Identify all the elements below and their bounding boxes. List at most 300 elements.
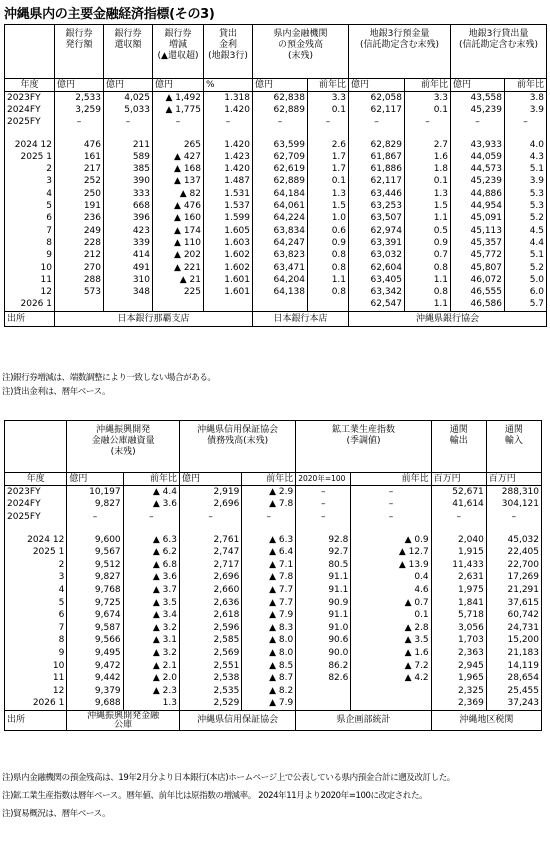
value-cell: 22,405 (486, 546, 541, 559)
value-cell: – (351, 499, 431, 512)
value-cell: 2,569 (179, 647, 241, 660)
value-cell: – (308, 117, 349, 129)
table-row (5, 225, 547, 237)
financial-indicators-table (4, 24, 547, 327)
value-cell: ▲ 221 (153, 262, 204, 274)
value-cell: 1.487 (204, 176, 253, 188)
value-cell: ▲ 2.1 (123, 660, 179, 673)
value-cell: 44,954 (451, 200, 505, 212)
value-cell: ▲ 110 (153, 237, 204, 249)
unit-row (5, 79, 547, 92)
table-row (5, 151, 547, 163)
value-cell: 1.3 (308, 188, 349, 200)
table-row (5, 559, 542, 572)
value-cell: ▲ 3.1 (123, 635, 179, 648)
value-cell: 46,072 (451, 274, 505, 286)
value-cell: 62,889 (253, 104, 308, 116)
value-cell: ▲ 8.3 (242, 622, 296, 635)
column-header: 通関 輸出 (431, 421, 486, 473)
value-cell: 1.531 (204, 188, 253, 200)
value-cell: ▲ 0.9 (351, 534, 431, 547)
unit-label: 億円 (179, 473, 241, 486)
value-cell: 1.7 (308, 151, 349, 163)
column-header: 沖縄県信用保証協会 債務残高(末残) (179, 421, 295, 473)
value-cell: ▲ 7.2 (351, 660, 431, 673)
spacer-cell (253, 129, 308, 139)
table-row (5, 647, 542, 660)
value-cell: 2,551 (179, 660, 241, 673)
value-cell: 0.7 (405, 250, 451, 262)
value-cell: 9,725 (67, 597, 123, 610)
value-cell: 46,555 (451, 286, 505, 298)
value-cell: 45,239 (451, 104, 505, 116)
value-cell: 288,310 (486, 486, 541, 499)
year-label: 年度 (5, 473, 67, 486)
value-cell: 10,197 (67, 486, 123, 499)
value-cell: ▲ 6.2 (123, 546, 179, 559)
value-cell: 1.0 (308, 213, 349, 225)
value-cell: 64,224 (253, 213, 308, 225)
period-cell: 2025FY (5, 117, 55, 129)
unit-label: 億円 (253, 79, 308, 92)
value-cell: ▲ 8.7 (242, 672, 296, 685)
value-cell: 1,841 (431, 597, 486, 610)
value-cell: 5,033 (104, 104, 153, 116)
value-cell: 63,507 (349, 213, 405, 225)
value-cell: 5.1 (505, 163, 547, 175)
value-cell: 0.8 (308, 262, 349, 274)
value-cell: ▲ 8.0 (242, 647, 296, 660)
value-cell: 1.1 (405, 299, 451, 312)
value-cell: 3,259 (55, 104, 104, 116)
column-header: 地銀3行預金量 (信託勘定含む末残) (349, 25, 451, 79)
value-cell: 491 (104, 262, 153, 274)
value-cell: 2,325 (431, 685, 486, 698)
table-row (5, 534, 542, 547)
value-cell: 22,700 (486, 559, 541, 572)
value-cell: ▲ 7.9 (242, 698, 296, 711)
value-cell: 9,566 (67, 635, 123, 648)
value-cell: 396 (104, 213, 153, 225)
value-cell: 21,183 (486, 647, 541, 660)
value-cell: 90.9 (296, 597, 351, 610)
value-cell: ▲ 1.6 (351, 647, 431, 660)
value-cell (351, 698, 431, 711)
value-cell: – (104, 117, 153, 129)
value-cell: 0.8 (405, 286, 451, 298)
value-cell: – (55, 117, 104, 129)
value-cell: – (242, 511, 296, 524)
value-cell: ▲ 13.9 (351, 559, 431, 572)
value-cell: ▲ 427 (153, 151, 204, 163)
source-label: 出所 (5, 711, 67, 731)
value-cell: 63,471 (253, 262, 308, 274)
period-cell: 8 (5, 237, 55, 249)
value-cell: 45,807 (451, 262, 505, 274)
value-cell: ▲ 7.9 (242, 609, 296, 622)
table-row (5, 286, 547, 298)
value-cell: 1.602 (204, 250, 253, 262)
unit-label: 億円 (55, 79, 104, 92)
value-cell: 9,442 (67, 672, 123, 685)
value-cell: 2,631 (431, 572, 486, 585)
value-cell: – (204, 117, 253, 129)
value-cell (204, 299, 253, 312)
value-cell: 265 (153, 139, 204, 151)
value-cell: 2,363 (431, 647, 486, 660)
period-cell: 2 (5, 163, 55, 175)
value-cell: – (67, 511, 123, 524)
value-cell: 90.0 (296, 647, 351, 660)
value-cell: 1,965 (431, 672, 486, 685)
period-cell: 11 (5, 672, 67, 685)
value-cell: 5.3 (505, 188, 547, 200)
table-row (5, 511, 542, 524)
value-cell: 62,838 (253, 92, 308, 105)
table-row (5, 486, 542, 499)
value-cell: 385 (104, 163, 153, 175)
spacer-row (5, 524, 542, 534)
period-cell: 6 (5, 213, 55, 225)
spacer-cell (242, 524, 296, 534)
value-cell: 3,056 (431, 622, 486, 635)
value-cell: 2,535 (179, 685, 241, 698)
value-cell: 62,829 (349, 139, 405, 151)
value-cell: 423 (104, 225, 153, 237)
value-cell: 62,619 (253, 163, 308, 175)
table-row (5, 622, 542, 635)
value-cell: 45,091 (451, 213, 505, 225)
table1-note-1: 注)銀行券増減は、端数調整により一致しない場合がある。 (2, 373, 216, 383)
value-cell: – (405, 117, 451, 129)
value-cell: 339 (104, 237, 153, 249)
value-cell: 5.2 (505, 262, 547, 274)
value-cell: ▲ 2.3 (123, 685, 179, 698)
value-cell: ▲ 3.6 (123, 499, 179, 512)
column-header: 地銀3行貸出量 (信託勘定含む末残) (451, 25, 547, 79)
value-cell: 62,117 (349, 176, 405, 188)
value-cell: 0.8 (308, 286, 349, 298)
header-row (5, 25, 547, 79)
value-cell: 2,618 (179, 609, 241, 622)
table-row (5, 117, 547, 129)
value-cell: 0.1 (308, 176, 349, 188)
value-cell: 228 (55, 237, 104, 249)
value-cell: – (296, 486, 351, 499)
value-cell: 668 (104, 200, 153, 212)
value-cell: 1.3 (123, 698, 179, 711)
value-cell: 0.4 (351, 572, 431, 585)
value-cell: ▲ 8.5 (242, 660, 296, 673)
value-cell: – (431, 511, 486, 524)
source-row (5, 312, 547, 327)
value-cell: 2,369 (431, 698, 486, 711)
value-cell: ▲ 202 (153, 250, 204, 262)
unit-label: 前年比 (405, 79, 451, 92)
spacer-cell (451, 129, 505, 139)
value-cell: ▲ 3.6 (123, 572, 179, 585)
value-cell: 1,703 (431, 635, 486, 648)
value-cell: ▲ 7.1 (242, 559, 296, 572)
value-cell: ▲ 3.4 (123, 609, 179, 622)
value-cell: 14,119 (486, 660, 541, 673)
table-row (5, 299, 547, 312)
value-cell: 0.9 (405, 237, 451, 249)
source-name: 県企画部統計 (296, 711, 431, 731)
value-cell: 63,253 (349, 200, 405, 212)
value-cell: 5.3 (505, 200, 547, 212)
value-cell: 4,025 (104, 92, 153, 105)
column-header: 県内金融機関 の預金残高 (末残) (253, 25, 349, 79)
value-cell: 348 (104, 286, 153, 298)
value-cell: ▲ 3.2 (123, 647, 179, 660)
value-cell: – (451, 117, 505, 129)
period-cell: 2023FY (5, 92, 55, 105)
value-cell: 0.1 (308, 104, 349, 116)
value-cell: 2,696 (179, 572, 241, 585)
value-cell: 211 (104, 139, 153, 151)
value-cell: ▲ 7.8 (242, 572, 296, 585)
header-corner (5, 421, 67, 473)
value-cell: 80.5 (296, 559, 351, 572)
value-cell: 9,472 (67, 660, 123, 673)
value-cell: 25,455 (486, 685, 541, 698)
header-row (5, 421, 542, 473)
value-cell: 90.6 (296, 635, 351, 648)
unit-label: 百万円 (431, 473, 486, 486)
value-cell: – (486, 511, 541, 524)
page-title: 沖縄県内の主要金融経済指標(その3) (4, 7, 215, 22)
value-cell: 1.5 (308, 200, 349, 212)
value-cell: ▲ 7.7 (242, 597, 296, 610)
column-header: 通関 輸入 (486, 421, 541, 473)
value-cell: 1.3 (405, 188, 451, 200)
value-cell: ▲ 3.5 (123, 597, 179, 610)
period-cell: 3 (5, 572, 67, 585)
value-cell: 62,547 (349, 299, 405, 312)
source-name: 沖縄県信用保証協会 (179, 711, 295, 731)
value-cell: 63,599 (253, 139, 308, 151)
value-cell: 1.602 (204, 262, 253, 274)
table-row (5, 92, 547, 105)
value-cell: ▲ 2.9 (242, 486, 296, 499)
table-row (5, 104, 547, 116)
value-cell: 45,357 (451, 237, 505, 249)
value-cell: ▲ 7.7 (242, 584, 296, 597)
value-cell: 63,834 (253, 225, 308, 237)
value-cell: 41,614 (431, 499, 486, 512)
period-cell: 4 (5, 584, 67, 597)
value-cell: 3.3 (405, 92, 451, 105)
period-cell: 9 (5, 250, 55, 262)
value-cell: 1.605 (204, 225, 253, 237)
value-cell: 1.423 (204, 151, 253, 163)
period-cell: 12 (5, 685, 67, 698)
value-cell: 2,696 (179, 499, 241, 512)
period-cell: 7 (5, 225, 55, 237)
table2-note-1: 注)県内金融機関の預金残高は、19年2月分より日本銀行(本店)ホームページ上で公表している県内預金合計に遡及改訂した。 (2, 773, 455, 783)
period-cell: 6 (5, 609, 67, 622)
value-cell: 1.318 (204, 92, 253, 105)
value-cell: 21,291 (486, 584, 541, 597)
value-cell (308, 299, 349, 312)
table-row (5, 685, 542, 698)
value-cell: 1.1 (308, 274, 349, 286)
value-cell: ▲ 7.8 (242, 499, 296, 512)
value-cell: 236 (55, 213, 104, 225)
value-cell: 9,587 (67, 622, 123, 635)
table-row (5, 176, 547, 188)
unit-label: 前年比 (242, 473, 296, 486)
value-cell: 5.0 (505, 274, 547, 286)
table1-note-2: 注)貸出金利は、暦年ベース。 (2, 387, 111, 397)
source-name: 沖縄地区税関 (431, 711, 541, 731)
value-cell: 46,586 (451, 299, 505, 312)
value-cell: 0.1 (405, 176, 451, 188)
period-cell: 2025 1 (5, 151, 55, 163)
value-cell: 6.0 (505, 286, 547, 298)
value-cell: ▲ 160 (153, 213, 204, 225)
table-row (5, 262, 547, 274)
value-cell: 61,886 (349, 163, 405, 175)
value-cell: 44,573 (451, 163, 505, 175)
value-cell: 0.8 (308, 250, 349, 262)
period-cell: 7 (5, 622, 67, 635)
table-row (5, 139, 547, 151)
value-cell: 91.1 (296, 609, 351, 622)
header-corner (5, 25, 55, 79)
spacer-cell (486, 524, 541, 534)
source-name: 日本銀行本店 (253, 312, 349, 327)
column-header: 沖縄振興開発 金融公庫融資量 (末残) (67, 421, 180, 473)
value-cell (55, 299, 104, 312)
period-cell: 10 (5, 262, 55, 274)
value-cell: 62,058 (349, 92, 405, 105)
value-cell: 1.603 (204, 237, 253, 249)
unit-label: 前年比 (505, 79, 547, 92)
value-cell: ▲ 12.7 (351, 546, 431, 559)
value-cell (296, 685, 351, 698)
table-row (5, 635, 542, 648)
value-cell: 390 (104, 176, 153, 188)
value-cell: 161 (55, 151, 104, 163)
table-row (5, 584, 542, 597)
value-cell: 9,768 (67, 584, 123, 597)
value-cell: 1.6 (405, 151, 451, 163)
value-cell: 9,688 (67, 698, 123, 711)
value-cell: 3.9 (505, 176, 547, 188)
table-row (5, 572, 542, 585)
value-cell: – (296, 511, 351, 524)
value-cell: 5,718 (431, 609, 486, 622)
value-cell: 310 (104, 274, 153, 286)
period-cell: 11 (5, 274, 55, 286)
value-cell: 60,742 (486, 609, 541, 622)
spacer-cell (349, 129, 405, 139)
value-cell: 225 (153, 286, 204, 298)
spacer-cell (67, 524, 123, 534)
value-cell: 1.599 (204, 213, 253, 225)
value-cell: 43,933 (451, 139, 505, 151)
value-cell: ▲ 137 (153, 176, 204, 188)
spacer-cell (405, 129, 451, 139)
value-cell: 1,975 (431, 584, 486, 597)
value-cell: 270 (55, 262, 104, 274)
value-cell: 63,342 (349, 286, 405, 298)
value-cell: 191 (55, 200, 104, 212)
period-cell: 2024 12 (5, 139, 55, 151)
value-cell: 414 (104, 250, 153, 262)
value-cell: 1.8 (405, 163, 451, 175)
period-cell: 2024FY (5, 499, 67, 512)
value-cell: 9,512 (67, 559, 123, 572)
value-cell: 4.4 (505, 237, 547, 249)
value-cell: ▲ 3.2 (123, 622, 179, 635)
value-cell: ▲ 174 (153, 225, 204, 237)
spacer-cell (55, 129, 104, 139)
source-row (5, 711, 542, 731)
spacer-cell (351, 524, 431, 534)
value-cell: 4.5 (505, 225, 547, 237)
period-cell: 10 (5, 660, 67, 673)
period-cell: 12 (5, 286, 55, 298)
value-cell: 28,654 (486, 672, 541, 685)
table-row (5, 163, 547, 175)
value-cell: 45,032 (486, 534, 541, 547)
period-cell: 3 (5, 176, 55, 188)
value-cell: 0.6 (308, 225, 349, 237)
table-row (5, 213, 547, 225)
value-cell: 333 (104, 188, 153, 200)
column-header: 鉱工業生産指数 (季調値) (296, 421, 431, 473)
table-row (5, 188, 547, 200)
value-cell: – (351, 486, 431, 499)
value-cell: 0.1 (405, 104, 451, 116)
value-cell: 64,204 (253, 274, 308, 286)
value-cell: 44,059 (451, 151, 505, 163)
value-cell: – (349, 117, 405, 129)
value-cell: 1.1 (405, 213, 451, 225)
source-name: 沖縄県銀行協会 (349, 312, 547, 327)
period-cell: 8 (5, 635, 67, 648)
value-cell: ▲ 3.5 (351, 635, 431, 648)
value-cell: 2,596 (179, 622, 241, 635)
value-cell: 2,919 (179, 486, 241, 499)
period-cell: 2026 1 (5, 299, 55, 312)
unit-label: 前年比 (351, 473, 431, 486)
value-cell: 2,538 (179, 672, 241, 685)
value-cell: 64,061 (253, 200, 308, 212)
value-cell: 4.6 (351, 584, 431, 597)
column-header: 貸出 金利 (地銀3行) (204, 25, 253, 79)
column-header: 銀行券 発行額 (55, 25, 104, 79)
value-cell: 24,731 (486, 622, 541, 635)
value-cell: 15,200 (486, 635, 541, 648)
value-cell (296, 698, 351, 711)
value-cell: 2,533 (55, 92, 104, 105)
spacer-cell (308, 129, 349, 139)
value-cell: 1.420 (204, 104, 253, 116)
value-cell: 37,615 (486, 597, 541, 610)
value-cell: ▲ 0.7 (351, 597, 431, 610)
spacer-cell (431, 524, 486, 534)
value-cell: 0.1 (351, 609, 431, 622)
value-cell: 91.0 (296, 622, 351, 635)
source-name: 日本銀行那覇支店 (55, 312, 253, 327)
value-cell: – (296, 499, 351, 512)
value-cell: 476 (55, 139, 104, 151)
value-cell: 1,915 (431, 546, 486, 559)
